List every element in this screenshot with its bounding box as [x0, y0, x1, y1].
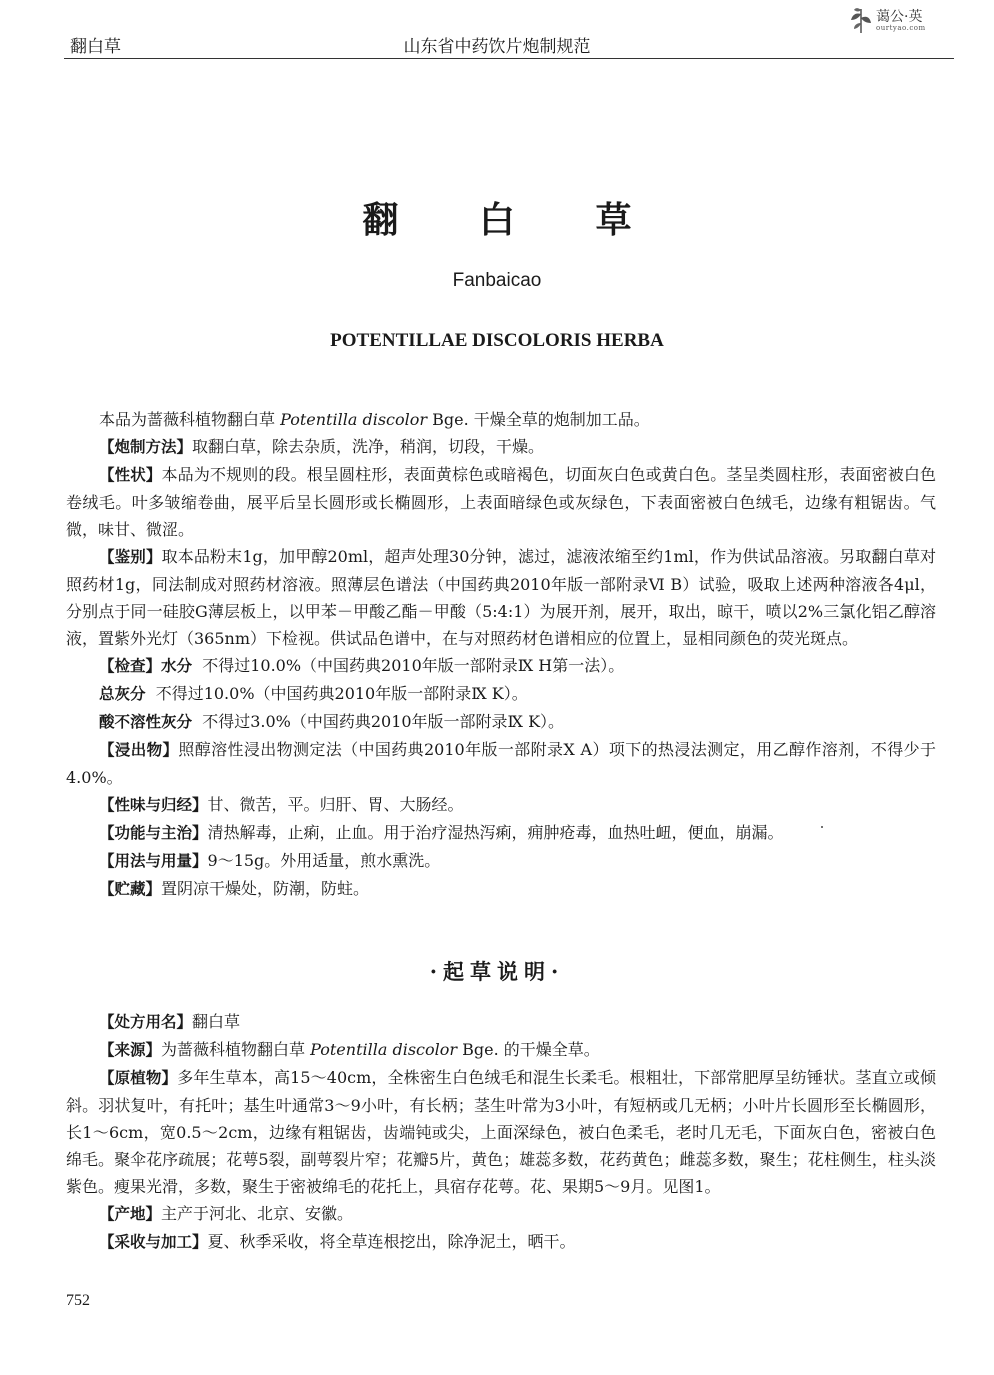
intro-text-end: Bge. 干燥全草的炮制加工品。: [427, 410, 650, 429]
nature-label: 【性味与归经】: [99, 796, 208, 814]
ash-label: 总灰分: [99, 685, 146, 703]
character-text: 本品为不规则的段。根呈圆柱形，表面黄棕色或暗褐色，切面灰白色或黄白色。茎呈类圆柱形，表面密被白色卷绒毛。叶多皱缩卷曲，展平后呈长圆形或长椭圆形，上表面暗绿色或灰绿色，下表面密被白色绒毛，边缘有粗锯齿。气微，味甘、微涩。: [66, 465, 936, 539]
source-latin: Potentilla discolor: [310, 1040, 458, 1059]
harvest-label: 【采收与加工】: [99, 1233, 208, 1251]
source-text-end: Bge. 的干燥全草。: [457, 1040, 600, 1059]
running-header-left: 翻白草: [70, 37, 121, 57]
harvest-paragraph: [66, 1228, 936, 1256]
extract-label: 【浸出物】: [99, 741, 179, 759]
usage-paragraph: [66, 847, 936, 875]
prescription-paragraph: [66, 1008, 936, 1036]
running-header-title: 山东省中药饮片炮制规范: [403, 37, 591, 57]
plant-paragraph: [66, 1064, 936, 1200]
method-paragraph: [66, 433, 936, 461]
plant-label: 【原植物】: [99, 1069, 178, 1087]
storage-text: 置阴凉干燥处，防潮，防蛀。: [161, 879, 370, 898]
ash-text: 不得过10.0%（中国药典2010年版一部附录Ⅸ K）。: [155, 684, 528, 703]
origin-label: 【产地】: [99, 1205, 162, 1223]
logo-name: 蔼公·英: [876, 9, 923, 25]
character-label: 【性状】: [99, 466, 162, 484]
monograph-title: 翻 白 草: [362, 199, 666, 241]
harvest-text: 夏、秋季采收，将全草连根挖出，除净泥土，晒干。: [207, 1232, 576, 1251]
acid-ash-text: 不得过3.0%（中国药典2010年版一部附录Ⅸ K）。: [202, 712, 565, 731]
identification-paragraph: [66, 543, 936, 652]
plant-text: 多年生草本，高15～40cm，全株密生白色绒毛和混生长柔毛。根粗壮，下部常肥厚呈纺锤状。茎直立或倾斜。羽状复叶，有托叶；基生叶通常3～9小叶，有长柄；茎生叶常为3小叶，有短柄或几无柄；小叶片长圆形至长椭圆形，长1～6cm，宽0.5～2cm，边缘有粗锯齿，齿端钝或尖，上面深绿色，被白色柔毛，老时几无毛，下面灰白色，密被白色绵毛。聚伞花序疏展；花萼5裂，副萼裂片窄；花瓣5片，黄色；雄蕊多数，花药黄色；雌蕊多数，聚生；花柱侧生，柱头淡紫色。瘦果光滑，多数，聚生于密被绵毛的花托上，具宿存花萼。花、果期5～9月。见图1。: [66, 1068, 936, 1196]
extract-paragraph: [66, 736, 936, 791]
logo-domain: ourtyao.com: [876, 24, 926, 32]
identification-label: 【鉴别】: [99, 548, 162, 566]
inspection-moisture: [66, 652, 936, 680]
page-number: 752: [66, 1292, 90, 1309]
extract-text: 照醇溶性浸出物测定法（中国药典2010年版一部附录Ⅹ A）项下的热浸法测定，用乙醇作溶剂，不得少于4.0%。: [66, 740, 936, 787]
method-text: 取翻白草，除去杂质，洗净，稍润，切段，干燥。: [192, 437, 545, 456]
moisture-text: 不得过10.0%（中国药典2010年版一部附录Ⅸ H第一法）。: [202, 656, 625, 675]
inspection-acid-ash: [66, 708, 936, 736]
usage-text: 9～15g。外用适量，煎水熏洗。: [207, 851, 441, 870]
nature-paragraph: [66, 791, 936, 819]
nature-text: 甘、微苦，平。归肝、胃、大肠经。: [207, 795, 464, 814]
intro-latin: Potentilla discolor: [280, 410, 428, 429]
publisher-logo: [850, 4, 946, 38]
source-label: 【来源】: [99, 1041, 162, 1059]
stray-mark: [821, 826, 823, 828]
monograph-body: [66, 406, 936, 903]
source-paragraph: [66, 1036, 936, 1064]
function-paragraph: [66, 819, 936, 847]
usage-label: 【用法与用量】: [99, 852, 208, 870]
drafting-section-title: ·起草说明·: [429, 959, 565, 984]
inspection-label: 【检查】: [99, 657, 162, 675]
storage-label: 【贮藏】: [99, 880, 162, 898]
leaf-logo-icon: [850, 6, 872, 34]
inspection-ash: [66, 680, 936, 708]
origin-paragraph: [66, 1200, 936, 1228]
moisture-label: 水分: [161, 657, 193, 675]
function-text: 清热解毒，止痢，止血。用于治疗湿热泻痢，痈肿疮毒，血热吐衄，便血，崩漏。: [207, 823, 784, 842]
header-rule: [64, 58, 954, 59]
storage-paragraph: [66, 875, 936, 903]
monograph-pinyin: Fanbaicao: [452, 270, 542, 291]
function-label: 【功能与主治】: [99, 824, 208, 842]
source-text: 为蔷薇科植物翻白草: [161, 1040, 311, 1059]
method-label: 【炮制方法】: [99, 438, 193, 456]
character-paragraph: [66, 461, 936, 543]
identification-text: 取本品粉末1g，加甲醇20ml，超声处理30分钟，滤过，滤液浓缩至约1ml，作为供试品溶液。另取翻白草对照药材1g，同法制成对照药材溶液。照薄层色谱法（中国药典2010年版一部附录Ⅵ B）试验，吸取上述两种溶液各4μl，分别点于同一硅胶G薄层板上，以甲苯－甲酸乙酯－甲酸（5:4:1）为展开剂，展开，取出，晾干，喷以2%三氯化铝乙醇溶液，置紫外光灯（365nm）下检视。供试品色谱中，在与对照药材色谱相应的位置上，显相同颜色的荧光斑点。: [66, 547, 936, 648]
drafting-body: [66, 1008, 936, 1256]
intro-text: 本品为蔷薇科植物翻白草: [99, 410, 281, 429]
intro-paragraph: [66, 406, 936, 433]
origin-text: 主产于河北、北京、安徽。: [161, 1204, 354, 1223]
prescription-text: 翻白草: [192, 1012, 241, 1031]
monograph-latin-name: POTENTILLAE DISCOLORIS HERBA: [330, 330, 664, 351]
prescription-label: 【处方用名】: [99, 1013, 193, 1031]
acid-ash-label: 酸不溶性灰分: [99, 713, 193, 731]
